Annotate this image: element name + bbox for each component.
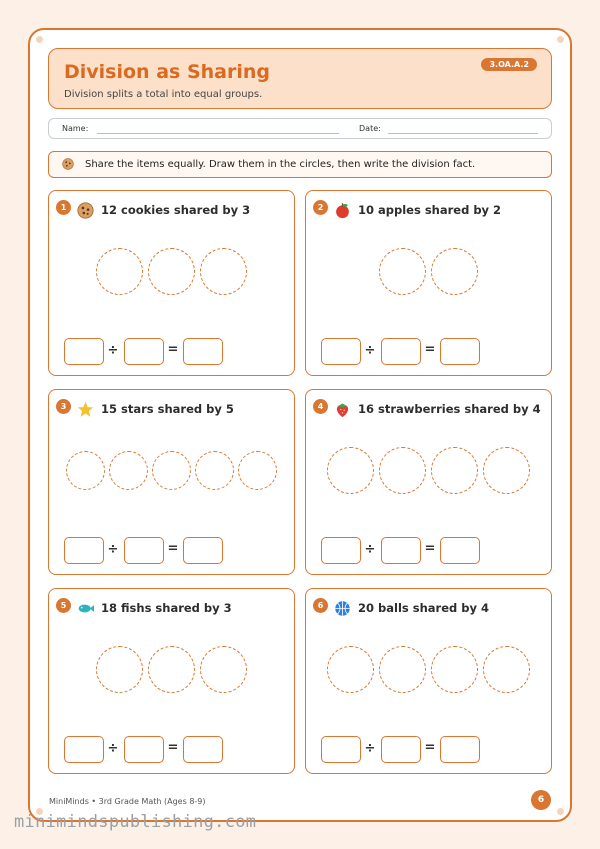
problem-card: [48, 389, 295, 575]
divide-sign: ÷: [107, 741, 119, 756]
group-circle[interactable]: [96, 646, 143, 693]
divisor-answer-box[interactable]: [124, 736, 164, 763]
group-circle[interactable]: [238, 451, 277, 490]
problem-card: [305, 389, 552, 575]
student-info-row: [48, 118, 552, 139]
problem-text: 18 fishs shared by 3: [101, 601, 232, 615]
corner-dot: [36, 36, 43, 43]
problem-text: 16 strawberries shared by 4: [358, 402, 541, 416]
worksheet-header: [48, 48, 552, 109]
dividend-answer-box[interactable]: [321, 736, 361, 763]
dividend-answer-box[interactable]: [64, 338, 104, 365]
group-circle[interactable]: [109, 451, 148, 490]
date-label: Date:: [359, 124, 381, 133]
group-circle[interactable]: [483, 447, 530, 494]
quotient-answer-box[interactable]: [183, 338, 223, 365]
dividend-answer-box[interactable]: [321, 338, 361, 365]
page-subtitle: Division splits a total into equal groups.: [64, 89, 263, 100]
group-circle[interactable]: [379, 646, 426, 693]
problem-number-badge: 4: [313, 399, 328, 414]
instructions-box: [48, 151, 552, 178]
divide-sign: ÷: [107, 542, 119, 557]
group-circle[interactable]: [483, 646, 530, 693]
equals-sign: =: [167, 541, 179, 556]
instructions-text: Share the items equally. Draw them in the circles, then write the division fact.: [85, 159, 476, 170]
divisor-answer-box[interactable]: [124, 537, 164, 564]
cookie-icon: [62, 158, 74, 170]
group-circle[interactable]: [379, 447, 426, 494]
dividend-answer-box[interactable]: [64, 537, 104, 564]
page-number: 6: [531, 790, 551, 810]
fish-icon: [77, 600, 94, 617]
group-circle[interactable]: [379, 248, 426, 295]
quotient-answer-box[interactable]: [440, 537, 480, 564]
divide-sign: ÷: [364, 542, 376, 557]
group-circle[interactable]: [431, 248, 478, 295]
equals-sign: =: [167, 740, 179, 755]
name-label: Name:: [62, 124, 89, 133]
problem-number-badge: 2: [313, 200, 328, 215]
quotient-answer-box[interactable]: [440, 736, 480, 763]
corner-dot: [557, 808, 564, 815]
equals-sign: =: [424, 541, 436, 556]
divisor-answer-box[interactable]: [381, 736, 421, 763]
dividend-answer-box[interactable]: [64, 736, 104, 763]
group-circle[interactable]: [195, 451, 234, 490]
quotient-answer-box[interactable]: [183, 537, 223, 564]
group-circle[interactable]: [431, 646, 478, 693]
dividend-answer-box[interactable]: [321, 537, 361, 564]
problem-text: 10 apples shared by 2: [358, 203, 502, 217]
group-circle[interactable]: [148, 646, 195, 693]
divide-sign: ÷: [364, 741, 376, 756]
corner-dot: [557, 36, 564, 43]
equals-sign: =: [424, 740, 436, 755]
problem-number-badge: 3: [56, 399, 71, 414]
strawberry-icon: [334, 401, 351, 418]
group-circle[interactable]: [200, 248, 247, 295]
name-field[interactable]: [97, 133, 339, 134]
problem-card: [305, 588, 552, 774]
problem-card: [305, 190, 552, 376]
group-circle[interactable]: [327, 447, 374, 494]
divisor-answer-box[interactable]: [381, 537, 421, 564]
page-title: Division as Sharing: [64, 61, 270, 83]
divisor-answer-box[interactable]: [124, 338, 164, 365]
ball-icon: [334, 600, 351, 617]
divisor-answer-box[interactable]: [381, 338, 421, 365]
problem-text: 15 stars shared by 5: [101, 402, 234, 416]
equals-sign: =: [167, 342, 179, 357]
divide-sign: ÷: [364, 343, 376, 358]
quotient-answer-box[interactable]: [440, 338, 480, 365]
date-field[interactable]: [388, 133, 538, 134]
problem-card: [48, 190, 295, 376]
group-circle[interactable]: [152, 451, 191, 490]
problem-text: 12 cookies shared by 3: [101, 203, 251, 217]
group-circle[interactable]: [66, 451, 105, 490]
watermark: minimindspublishing.com: [14, 812, 257, 832]
problem-number-badge: 5: [56, 598, 71, 613]
group-circle[interactable]: [200, 646, 247, 693]
footer-text: MiniMinds • 3rd Grade Math (Ages 8-9): [49, 797, 206, 806]
apple-icon: [334, 202, 351, 219]
group-circle[interactable]: [96, 248, 143, 295]
star-icon: [77, 401, 94, 418]
standard-badge: 3.OA.A.2: [481, 58, 537, 71]
equals-sign: =: [424, 342, 436, 357]
problem-text: 20 balls shared by 4: [358, 601, 489, 615]
quotient-answer-box[interactable]: [183, 736, 223, 763]
divide-sign: ÷: [107, 343, 119, 358]
problem-card: [48, 588, 295, 774]
problem-number-badge: 1: [56, 200, 71, 215]
cookie-icon: [77, 202, 94, 219]
group-circle[interactable]: [431, 447, 478, 494]
problem-number-badge: 6: [313, 598, 328, 613]
group-circle[interactable]: [327, 646, 374, 693]
group-circle[interactable]: [148, 248, 195, 295]
